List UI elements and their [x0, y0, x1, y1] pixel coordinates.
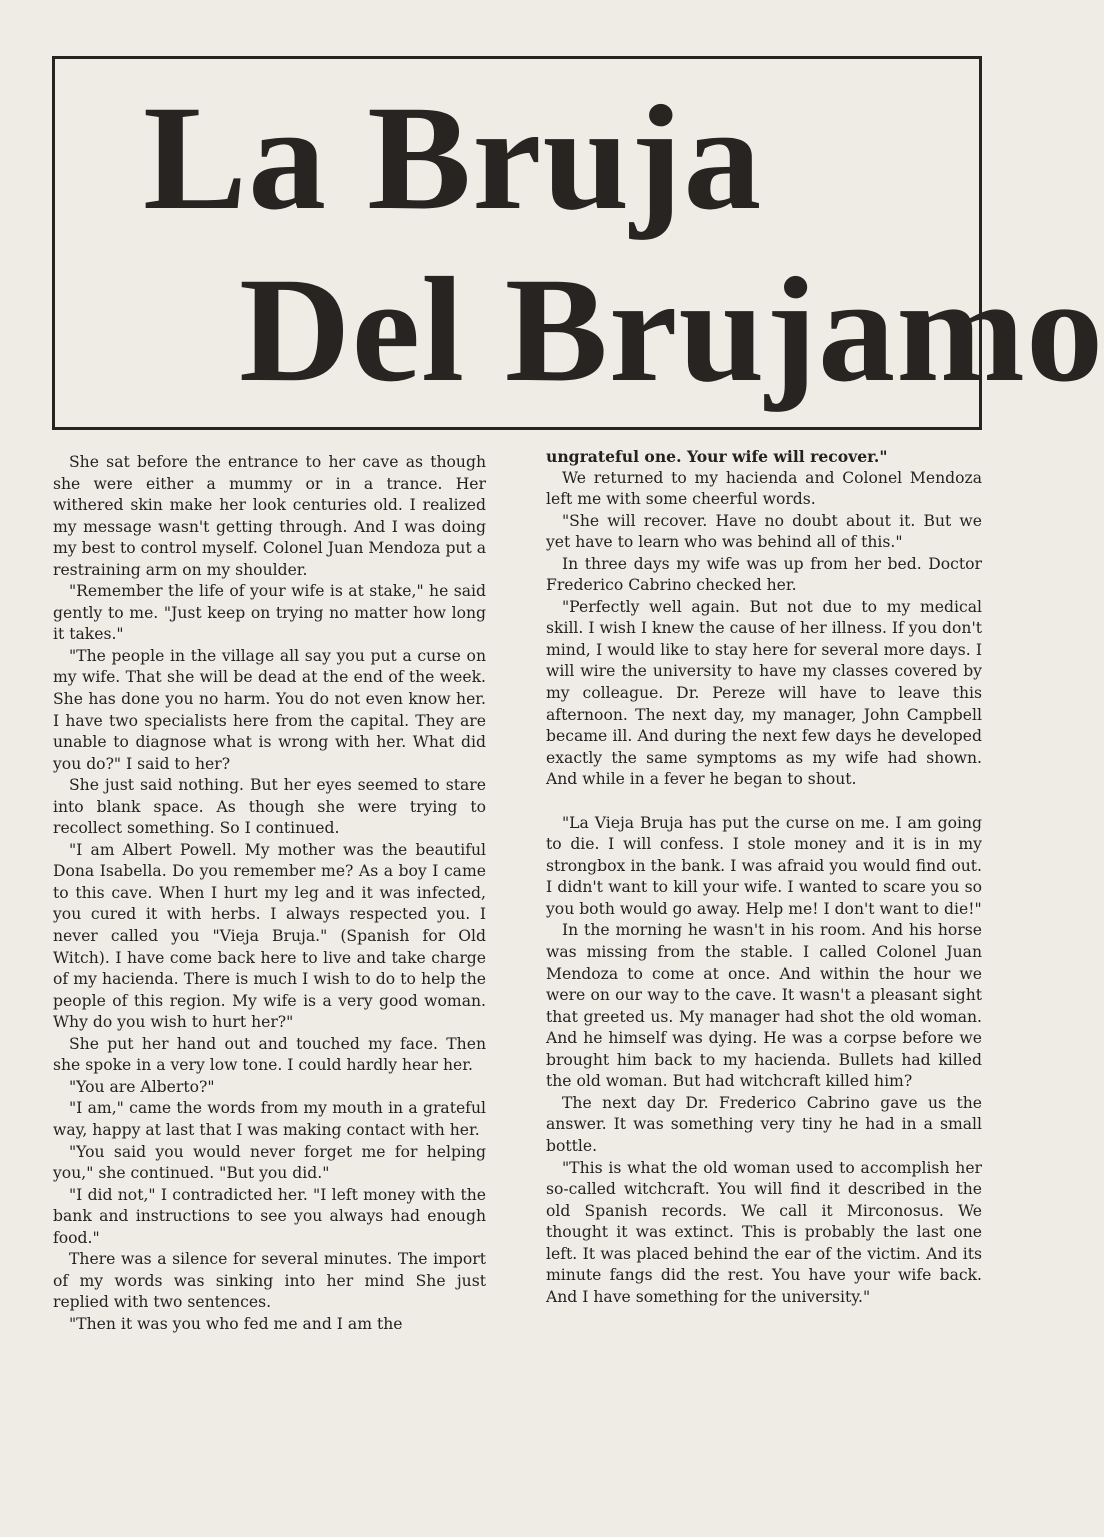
- paragraph: "I did not," I contradicted her. "I left money with the bank and instructions to see you always had enough food.": [53, 1185, 486, 1247]
- paragraph: "The people in the village all say you put a curse on my wife. That she will be dead at the end of the week. She has done you no harm. You do not even know her. I have two specialists here from the capital. They are unable to diagnose what is wrong with her. What did you do?" I said to her?: [53, 646, 486, 773]
- paragraph: "Remember the life of your wife is at stake," he said gently to me. "Just keep on trying no matter how long it takes.": [53, 582, 486, 644]
- paragraph: There was a silence for several minutes. The import of my words was sinking into her mind She just replied with two sentences.: [53, 1250, 486, 1312]
- left-column: [53, 452, 486, 1335]
- paragraph: "La Vieja Bruja has put the curse on me. I am going to die. I will confess. I stole money and it is in my strongbox in the bank. I was afraid you would find out. I didn't want to kill your wife. I wanted to scare you so you both would go away. Help me! I don't want to die!": [546, 813, 982, 918]
- paragraph: "She will recover. Have no doubt about it. But we yet have to learn who was behind all of this.": [546, 511, 982, 552]
- paragraph: "I am," came the words from my mouth in a grateful way, happy at last that I was making contact with her.: [53, 1099, 486, 1139]
- paragraph: "Perfectly well again. But not due to my medical skill. I wish I knew the cause of her illness. If you don't mind, I would like to stay here for several more days. I will wire the university to have my classes covered by my colleague. Dr. Pereze will have to leave this afternoon. The next day, my manager, John Campbell became ill. And during the next few days he developed exactly the same symptoms as my wife had shown. And while in a fever he began to shout.: [546, 597, 982, 789]
- right-column: [546, 446, 982, 1308]
- paragraph: In three days my wife was up from her bed. Doctor Frederico Cabrino checked her.: [546, 554, 982, 595]
- paragraph: She put her hand out and touched my face. Then she spoke in a very low tone. I could hardly hear her.: [53, 1034, 486, 1075]
- paragraph: We returned to my hacienda and Colonel Mendoza left me with some cheerful words.: [546, 468, 982, 509]
- paragraph: "You said you would never forget me for helping you," she continued. "But you did.": [53, 1142, 486, 1183]
- paragraph: "You are Alberto?": [69, 1077, 215, 1096]
- paragraph: In the morning he wasn't in his room. And his horse was missing from the stable. I called Colonel Juan Mendoza to come at once. And within the hour we were on our way to the cave. It wasn't a pleasant sight that greeted us. My manager had shot the old woman. And he himself was dying. He was a corpse before we brought him back to my hacienda. Bullets had killed the old woman. But had witchcraft killed him?: [546, 921, 982, 1091]
- title-line-1: La Bruja: [143, 75, 763, 241]
- paragraph: ungrateful one. Your wife will recover.": [546, 447, 888, 466]
- title-line-2: Del Brujamo: [239, 247, 1104, 413]
- title-box: [52, 56, 1104, 430]
- paragraph: She just said nothing. But her eyes seemed to stare into blank space. As though she were trying to recollect something. So I continued.: [53, 776, 486, 838]
- paragraph: "Then it was you who fed me and I am the: [69, 1314, 403, 1333]
- paragraph: "I am Albert Powell. My mother was the beautiful Dona Isabella. Do you remember me? As a boy I came to this cave. When I hurt my leg and it was infected, you cured it with herbs. I always respected you. I never called you "Vieja Bruja." (Spanish for Old Witch). I have come back here to live and take charge of my hacienda. There is much I wish to do to help the people of this region. My wife is a very good woman. Why do you wish to hurt her?": [53, 840, 486, 1032]
- paragraph: The next day Dr. Frederico Cabrino gave us the answer. It was something very tiny he had in a small bottle.: [546, 1093, 982, 1155]
- paragraph: "This is what the old woman used to accomplish her so-called witchcraft. You will find it described in the old Spanish records. We call it Mirconosus. We thought it was extinct. This is probably the last one left. It was placed behind the ear of the victim. And its minute fangs did the rest. You have your wife back. And I have something for the university.": [546, 1158, 982, 1306]
- paragraph: She sat before the entrance to her cave as though she were either a mummy or in a trance. Her withered skin make her look centuries old. I realized my message wasn't getting through. And I was doing my best to control myself. Colonel Juan Mendoza put a restraining arm on my shoulder.: [53, 453, 486, 579]
